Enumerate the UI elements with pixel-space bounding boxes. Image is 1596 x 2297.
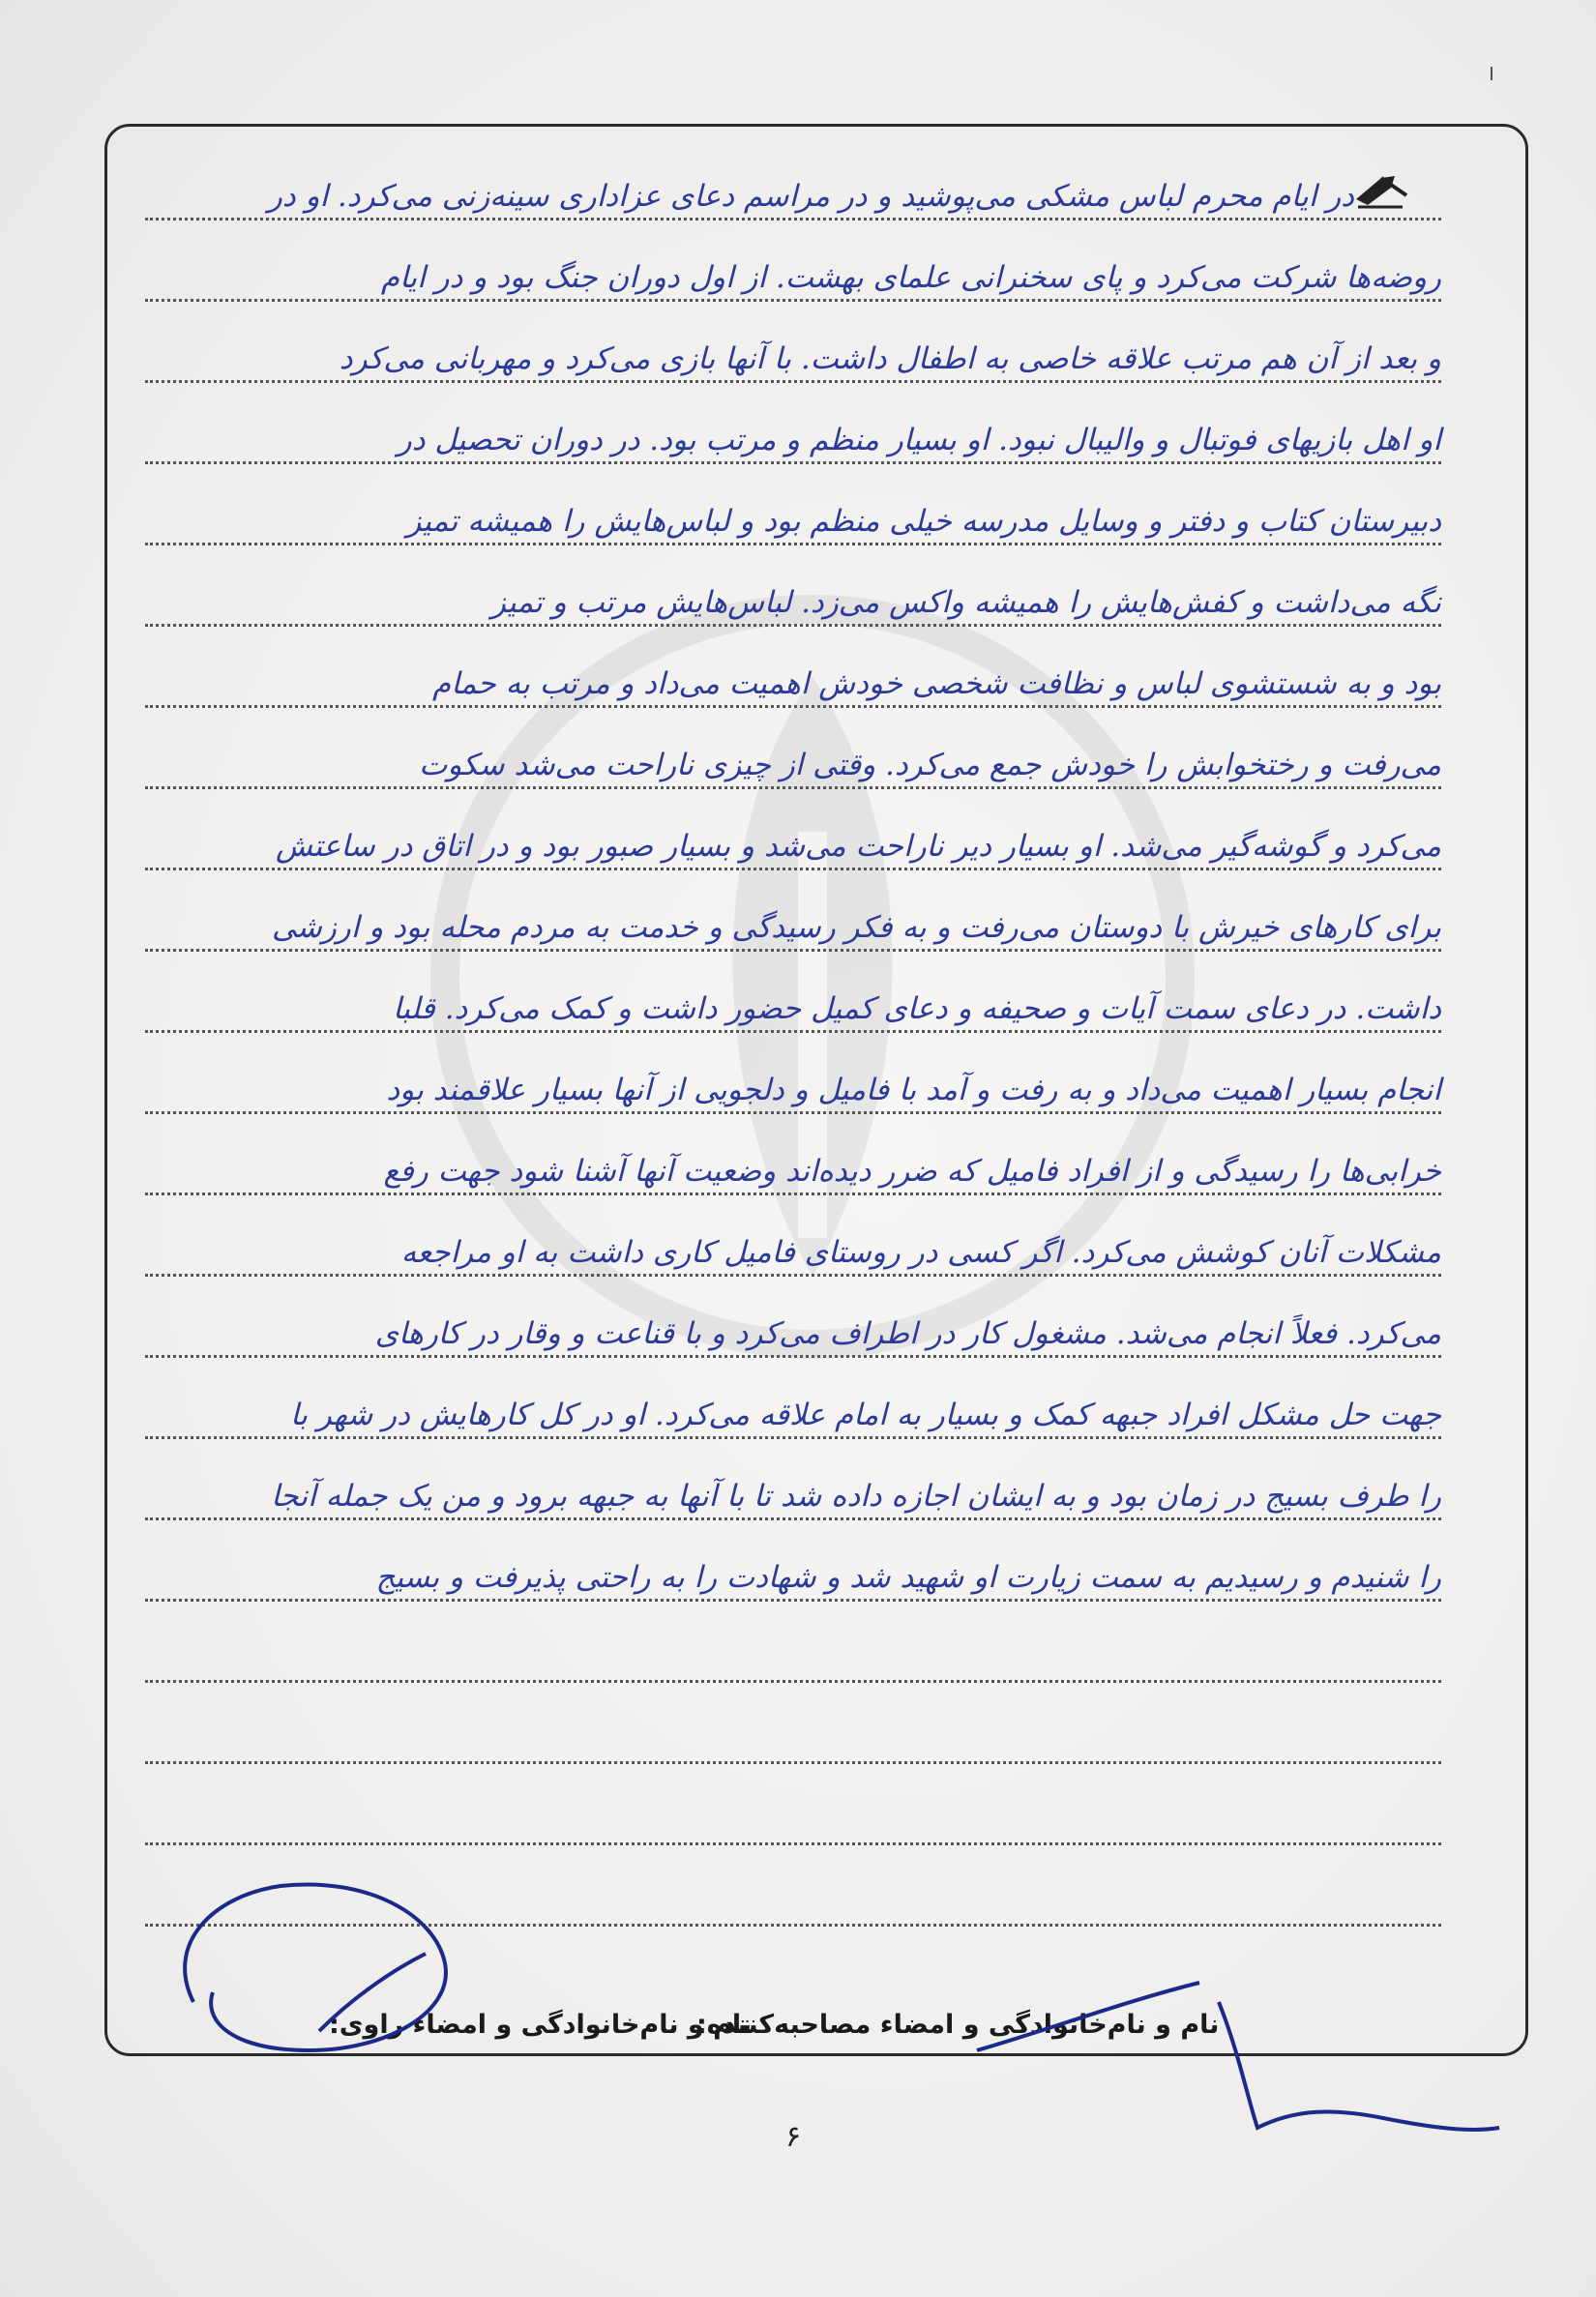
- handwritten-line: را شنیدم و رسیدیم به سمت زیارت او شهید شد و شهادت را به راحتی پذیرفت و بسیج: [375, 1560, 1441, 1595]
- text-line: [145, 1462, 1441, 1520]
- handwritten-line: می‌کرد. فعلاً انجام می‌شد. مشغول کار در اطراف می‌کرد و با قناعت و وقار در کارهای: [374, 1316, 1441, 1351]
- text-line: [145, 487, 1441, 545]
- page-number: ۶: [785, 2120, 802, 2154]
- text-line: [145, 325, 1441, 383]
- interviewer-signature: [967, 1963, 1509, 2137]
- text-line: [145, 1381, 1441, 1439]
- handwritten-line: در ایام محرم لباس مشکی می‌پوشید و در مراسم دعای عزاداری سینه‌زنی می‌کرد. او در: [267, 179, 1354, 214]
- text-line: [145, 650, 1441, 708]
- handwritten-line: مشکلات آنان کوشش می‌کرد. اگر کسی در روستای فامیل کاری داشت به او مراجعه: [400, 1235, 1441, 1270]
- handwritten-line: روضه‌ها شرکت می‌کرد و پای سخنرانی علمای بهشت. از اول دوران جنگ بود و در ایام: [380, 260, 1441, 295]
- handwritten-line: داشت. در دعای سمت آیات و صحیفه و دعای کمیل حضور داشت و کمک می‌کرد. قلبا: [392, 991, 1441, 1026]
- handwritten-line: را طرف بسیج در زمان بود و به ایشان اجازه داده شد تا با آنها به جبهه برود و من یک جمله آنجا: [271, 1479, 1441, 1514]
- handwritten-line: برای کارهای خیرش با دوستان می‌رفت و به فکر رسیدگی و خدمت به مردم محله بود و ارزشی: [272, 910, 1441, 945]
- text-line: [145, 1787, 1441, 1845]
- interviewer-signature-label: نام و نام‌خانوادگی و امضاء مصاحبه‌کننده:: [696, 2010, 1220, 2040]
- handwritten-line: نگه می‌داشت و کفش‌هایش را همیشه واکس می‌زد. لباس‌هایش مرتب و تمیز: [490, 585, 1441, 620]
- text-line: [145, 1300, 1441, 1358]
- narrator-signature: [155, 1857, 503, 2079]
- text-line: [145, 731, 1441, 789]
- text-line: [145, 162, 1441, 221]
- text-line: [145, 1706, 1441, 1764]
- text-line: [145, 1219, 1441, 1277]
- corner-mark: [1490, 66, 1495, 79]
- handwritten-line: انجام بسیار اهمیت می‌داد و به رفت و آمد با فامیل و دلجویی از آنها بسیار علاقمند بود: [386, 1073, 1441, 1107]
- text-line: [145, 975, 1441, 1033]
- handwritten-line: دبیرستان کتاب و دفتر و وسایل مدرسه خیلی منظم بود و لباس‌هایش را همیشه تمیز: [406, 504, 1441, 539]
- text-line: [145, 406, 1441, 464]
- text-line: [145, 894, 1441, 952]
- narrator-signature-label: نام و نام‌خانوادگی و امضاء راوی:: [329, 2010, 753, 2040]
- text-line: [145, 1625, 1441, 1683]
- handwritten-line: او اهل بازیهای فوتبال و والیبال نبود. او بسیار منظم و مرتب بود. در دوران تحصیل در: [397, 423, 1441, 457]
- text-line: [145, 569, 1441, 627]
- handwritten-line: و بعد از آن هم مرتب علاقه خاصی به اطفال داشت. با آنها بازی می‌کرد و مهربانی می‌کرد: [339, 341, 1441, 376]
- text-line: [145, 812, 1441, 870]
- handwritten-line: جهت حل مشکل افراد جبهه کمک و بسیار به امام علاقه می‌کرد. او در کل کارهایش در شهر با: [289, 1398, 1441, 1432]
- text-line: [145, 1544, 1441, 1602]
- text-line: [145, 244, 1441, 302]
- text-line: [145, 1056, 1441, 1114]
- handwritten-line: خرابی‌ها را رسیدگی و از افراد فامیل که ضرر دیده‌اند وضعیت آنها آشنا شود جهت رفع: [383, 1154, 1441, 1189]
- handwritten-line: بود و به شستشوی لباس و نظافت شخصی خودش اهمیت می‌داد و مرتب به حمام: [432, 666, 1441, 701]
- handwritten-line: می‌رفت و رختخوابش را خودش جمع می‌کرد. وقتی از چیزی ناراحت می‌شد سکوت: [419, 748, 1441, 782]
- text-line: [145, 1137, 1441, 1195]
- handwritten-line: می‌کرد و گوشه‌گیر می‌شد. او بسیار دیر ناراحت می‌شد و بسیار صبور بود و در اتاق در ساعتش: [275, 829, 1441, 864]
